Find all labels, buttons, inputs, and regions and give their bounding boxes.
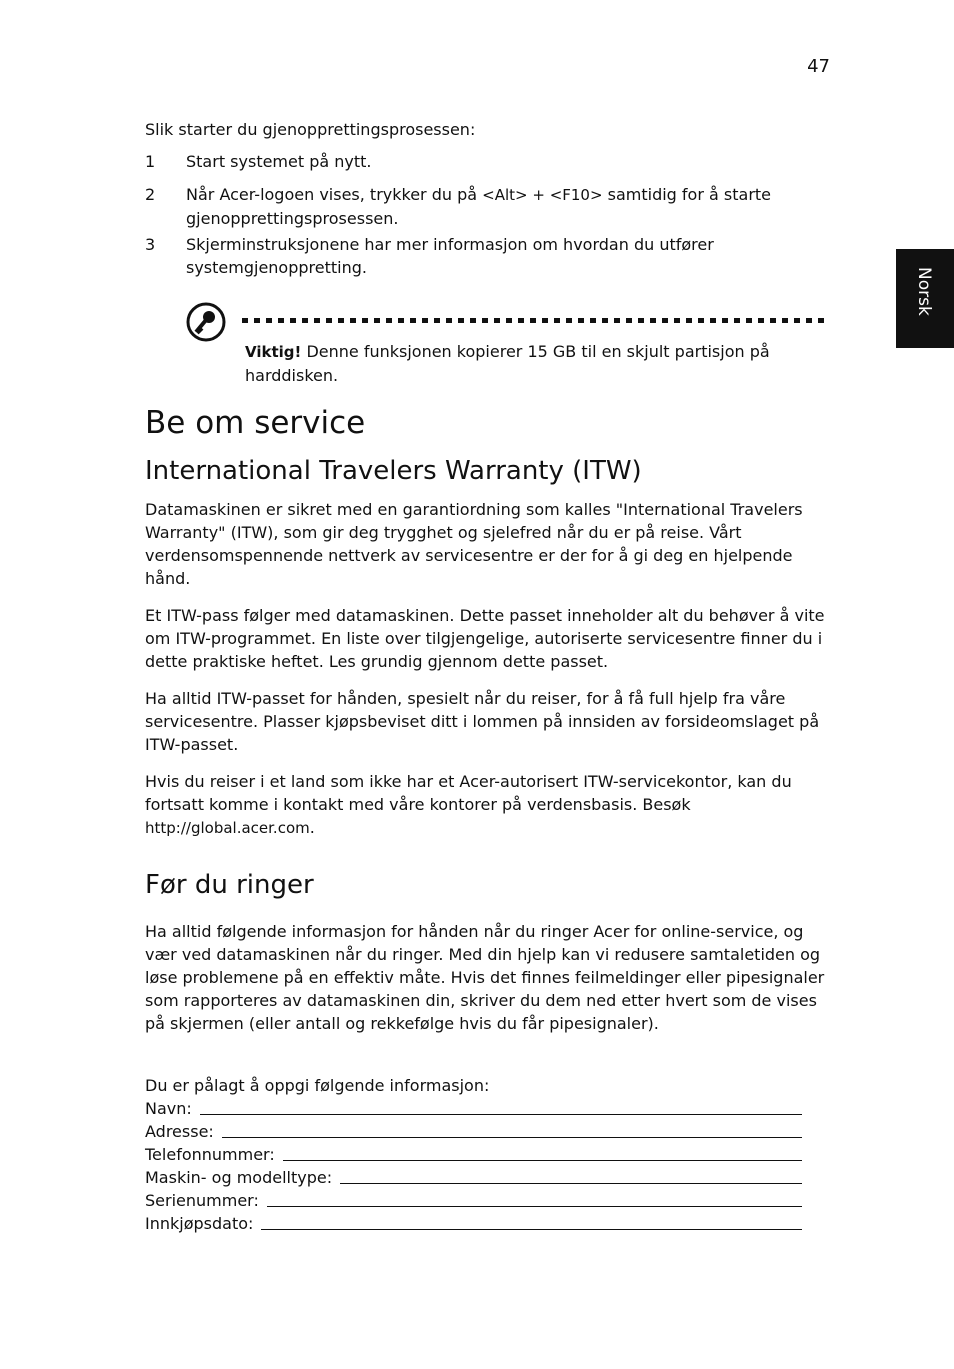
step-3 [145, 233, 831, 279]
field-label: Telefonnummer: [145, 1145, 275, 1164]
field-model[interactable] [145, 1166, 802, 1189]
step-text: Start systemet på nytt. [186, 152, 372, 171]
itw-text: Hvis du reiser i et land som ikke har et Acer-autorisert ITW-servicekontor, kan du fortsatt komme i kontakt med våre kontorer på verdensbasis. Besøk [145, 772, 792, 814]
step-number: 1 [145, 152, 156, 171]
field-label: Adresse: [145, 1122, 214, 1141]
period: . [309, 818, 315, 837]
field-label: Innkjøpsdato: [145, 1214, 254, 1233]
key-icon [186, 302, 226, 342]
itw-paragraph: Ha alltid ITW-passet for hånden, spesielt når du reiser, for å få full hjelp fra våre servicesentre. Plasser kjøpsbeviset ditt i lommen på innsiden av forsideomslaget på ITW-passet. [145, 689, 820, 754]
note-label: Viktig! [245, 343, 302, 361]
step-text: Når Acer-logoen vises, trykker du på [186, 185, 483, 204]
field-line[interactable] [222, 1120, 802, 1138]
note-divider [242, 318, 828, 323]
itw-paragraph: Datamaskinen er sikret med en garantiordning som kalles "International Travelers Warranty" (ITW), som gir deg trygghet og sjelefred når du er på reise. Vårt verdensomspennende nettverk av servicesentre er der for å gi deg en hjelpende hånd. [145, 500, 803, 588]
step-2 [145, 183, 831, 230]
field-label: Navn: [145, 1099, 192, 1118]
field-serial[interactable] [145, 1189, 802, 1212]
step-text: Skjerminstruksjonene har mer informasjon om hvordan du utfører systemgjenoppretting. [186, 235, 714, 277]
field-line[interactable] [283, 1143, 802, 1161]
intro-text: Slik starter du gjenopprettingsprosessen: [145, 120, 476, 139]
field-purchase-date[interactable] [145, 1212, 802, 1235]
section-title: Be om service [145, 405, 366, 441]
field-label: Serienummer: [145, 1191, 259, 1210]
itw-heading: International Travelers Warranty (ITW) [145, 456, 642, 486]
before-paragraph: Ha alltid følgende informasjon for hånden når du ringer Acer for online-service, og vær ved datamaskinen når du ringer. Med din hjelp kan vi redusere samtaletiden og løse problemene på en effektiv måte. Hvis det finnes feilmeldinger eller pipesignaler som rapporteres av datamaskinen din, skriver du dem ned etter hvert som de vises på skjermen (eller antall og rekkefølge hvis du får pipesignaler). [145, 922, 825, 1033]
info-form [145, 1097, 802, 1235]
step-text: samtidig for å starte gjenopprettingsprosessen. [186, 185, 772, 228]
field-label: Maskin- og modelltype: [145, 1168, 333, 1187]
field-phone[interactable] [145, 1143, 802, 1166]
field-line[interactable] [261, 1212, 802, 1230]
form-intro: Du er pålagt å oppgi følgende informasjon: [145, 1076, 490, 1095]
language-tab [896, 249, 954, 348]
itw-paragraph: Et ITW-pass følger med datamaskinen. Dette passet inneholder alt du behøver å vite om ITW-programmet. En liste over tilgjengelige, autoriserte servicesentre finner du i dette praktiske heftet. Les grundig gjennom dette passet. [145, 606, 825, 671]
step-number: 3 [145, 235, 156, 254]
acer-link[interactable]: http://global.acer.com [145, 819, 310, 837]
itw-paragraph [145, 770, 831, 840]
note-body: Denne funksjonen kopierer 15 GB til en skjult partisjon på harddisken. [245, 342, 770, 385]
field-line[interactable] [340, 1166, 802, 1184]
page-number: 47 [807, 56, 830, 77]
step-1 [145, 150, 831, 173]
before-calling-heading: Før du ringer [145, 870, 314, 900]
field-line[interactable] [267, 1189, 802, 1207]
note-text [245, 340, 825, 387]
key-combo: <Alt> + <F10> [482, 186, 603, 204]
language-tab-label: Norsk [914, 267, 934, 316]
field-address[interactable] [145, 1120, 802, 1143]
step-number: 2 [145, 185, 156, 204]
field-name[interactable] [145, 1097, 802, 1120]
field-line[interactable] [200, 1097, 802, 1115]
